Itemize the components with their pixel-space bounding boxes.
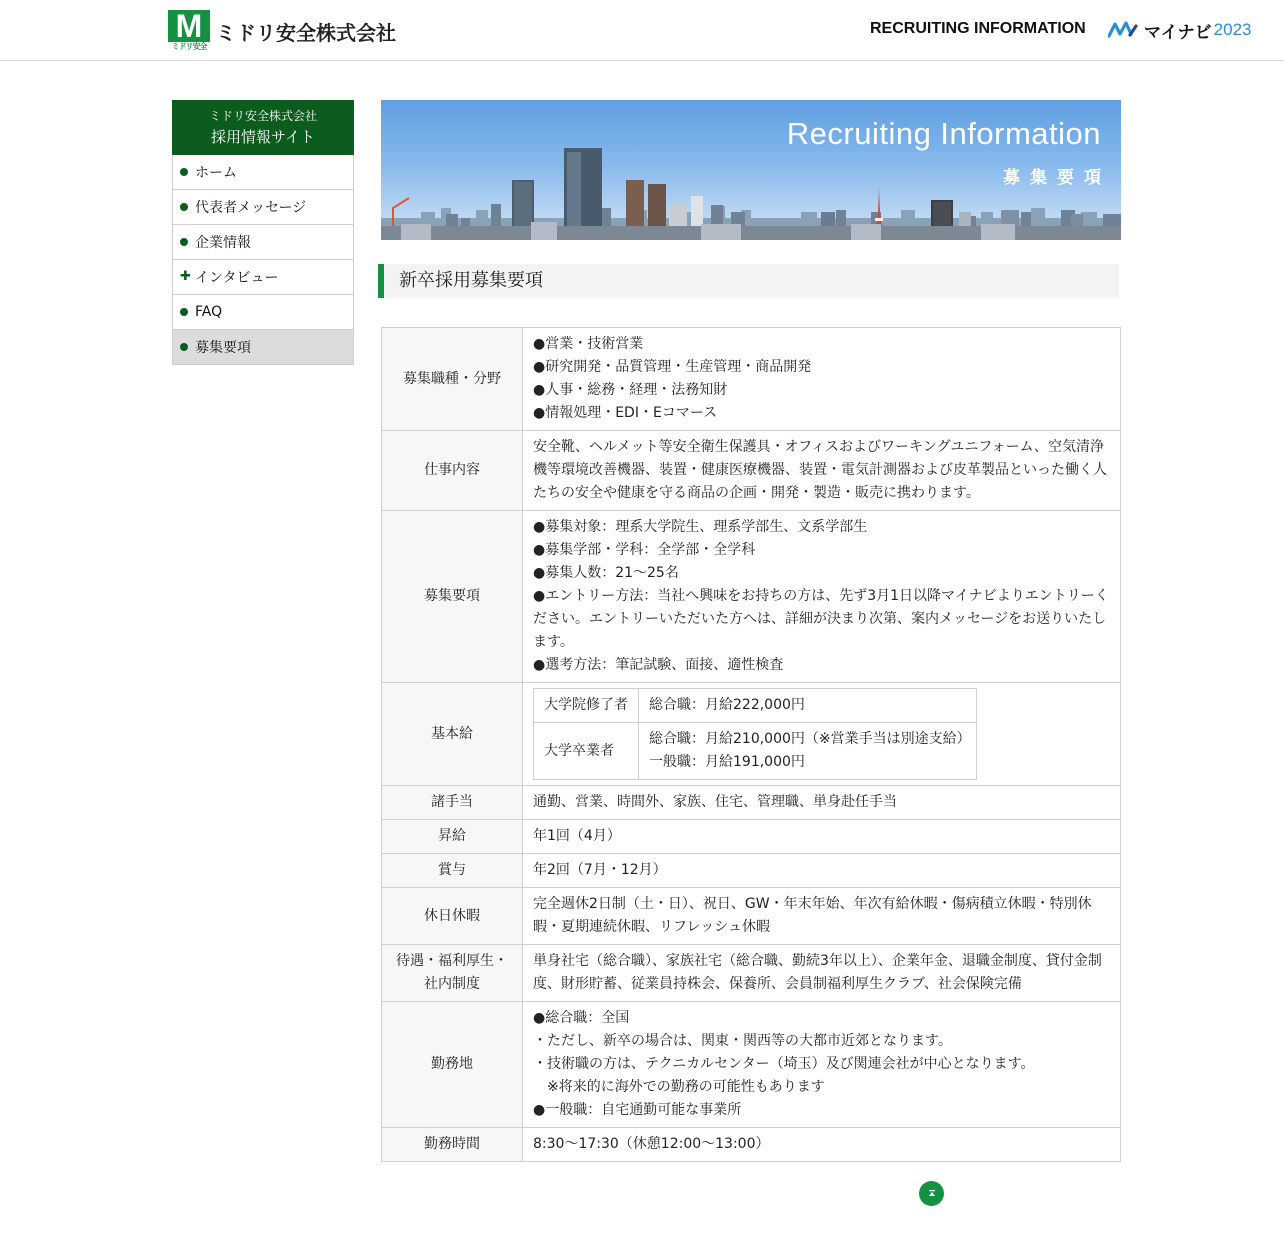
salary-value-line: 総合職：月給222,000円	[649, 697, 805, 713]
sidebar-item-company[interactable]	[172, 225, 354, 260]
table-row	[382, 431, 1121, 511]
banner-title: Recruiting Information	[786, 116, 1101, 151]
sidebar-header[interactable]	[172, 100, 354, 155]
mynavi-year: 2023	[1213, 20, 1252, 39]
row-value	[523, 431, 1121, 511]
salary-value	[639, 723, 977, 780]
value-line: ●一般職：自宅通勤可能な事業所	[533, 1102, 742, 1118]
row-value	[523, 854, 1121, 888]
bullet-icon	[180, 238, 188, 246]
mynavi-name: マイナビ	[1144, 22, 1212, 43]
sidebar-item-label: 募集要項	[195, 340, 251, 356]
row-header: 募集要項	[382, 511, 523, 683]
salary-value	[639, 689, 977, 723]
row-value	[523, 786, 1121, 820]
value-line: ●研究開発・品質管理・生産管理・商品開発	[533, 359, 812, 375]
salary-row	[534, 689, 977, 723]
sidebar-company: ミドリ安全株式会社	[208, 109, 317, 123]
table-row	[382, 511, 1121, 683]
site-header	[0, 0, 1284, 61]
salary-table	[533, 688, 977, 780]
value-line: ・ただし、新卒の場合は、関東・関西等の大都市近郊となります。	[533, 1033, 952, 1049]
value-line: ●人事・総務・経理・法務知財	[533, 382, 728, 398]
table-row	[382, 945, 1121, 1002]
value-line: ※将来的に海外での勤務の可能性もあります	[533, 1079, 825, 1095]
company-logo[interactable]	[168, 10, 396, 52]
table-row	[382, 820, 1121, 854]
row-value	[523, 683, 1121, 786]
row-header: 勤務時間	[382, 1128, 523, 1162]
row-header: 基本給	[382, 683, 523, 786]
sidebar-item-home[interactable]	[172, 155, 354, 190]
value-line: 安全靴、ヘルメット等安全衛生保護具・オフィスおよびワーキングユニフォーム、空気清浄機等環境改善機器、装置・健康医療機器、装置・電気計測器および皮革製品といった働く人たちの安全や健康を守る商品の企画・開発・製造・販売に携わります。	[533, 439, 1107, 501]
value-line: ●情報処理・EDI・Eコマース	[533, 405, 718, 421]
mynavi-link[interactable]	[1108, 16, 1252, 44]
value-line: ●募集対象：理系大学院生、理系学部生、文系学部生	[533, 519, 868, 535]
table-row	[382, 888, 1121, 945]
sidebar-item-label: ホーム	[195, 165, 237, 181]
row-header: 諸手当	[382, 786, 523, 820]
logo-mark-sub: ミドリ安全	[171, 42, 207, 51]
section-heading: 新卒採用募集要項	[378, 264, 1119, 298]
row-header: 募集職種・分野	[382, 328, 523, 431]
sidebar-item-label: 代表者メッセージ	[195, 200, 307, 216]
hero-banner	[381, 100, 1121, 240]
bullet-icon	[180, 308, 188, 316]
bullet-icon	[180, 343, 188, 351]
value-line: ・技術職の方は、テクニカルセンター（埼玉）及び関連会社が中心となります。	[533, 1056, 1035, 1072]
salary-value-line: 一般職：月給191,000円	[649, 754, 805, 770]
table-row	[382, 854, 1121, 888]
row-value	[523, 888, 1121, 945]
value-line: 通勤、営業、時間外、家族、住宅、管理職、単身赴任手当	[533, 794, 897, 810]
value-line: 単身社宅（総合職）、家族社宅（総合職、勤続3年以上）、企業年金、退職金制度、貸付金制度、財形貯蓄、従業員持株会、保養所、会員制福利厚生クラブ、社会保険完備	[533, 953, 1102, 992]
sidebar-item-requirements[interactable]	[172, 330, 354, 365]
row-header: 待遇・福利厚生・社内制度	[382, 945, 523, 1002]
logo-mark-letter: M	[168, 10, 210, 42]
value-line: 年2回（7月・12月）	[533, 862, 667, 878]
table-row	[382, 683, 1121, 786]
sidebar-item-interview[interactable]	[172, 260, 354, 295]
row-header: 勤務地	[382, 1002, 523, 1128]
value-line: ●選考方法：筆記試験、面接、適性検査	[533, 657, 784, 673]
value-line: 完全週休2日制（土・日）、祝日、GW・年末年始、年次有給休暇・傷病積立休暇・特別休暇・夏期連続休暇、リフレッシュ休暇	[533, 896, 1092, 935]
row-header: 賞与	[382, 854, 523, 888]
plus-icon: ✚	[180, 269, 191, 284]
recruiting-information-label: RECRUITING INFORMATION	[870, 20, 1086, 37]
value-line: 8:30～17:30（休憩12:00～13:00）	[533, 1136, 770, 1152]
logo-mark	[168, 10, 210, 52]
mynavi-logo-icon	[1108, 20, 1142, 40]
value-line: ●総合職：全国	[533, 1010, 630, 1026]
row-value	[523, 820, 1121, 854]
salary-row	[534, 723, 977, 780]
row-value	[523, 945, 1121, 1002]
requirements-table	[381, 327, 1121, 1162]
value-line: ●エントリー方法：当社へ興味をお持ちの方は、先ず3月1日以降マイナビよりエントリーください。エントリーいただいた方へは、詳細が決まり次第、案内メッセージをお送りいたします。	[533, 588, 1109, 650]
arrow-up-icon	[927, 1189, 937, 1199]
sidebar-nav	[172, 100, 354, 365]
back-to-top-button[interactable]	[919, 1181, 944, 1206]
table-row	[382, 786, 1121, 820]
value-line: ●募集人数：21～25名	[533, 565, 679, 581]
row-value	[523, 511, 1121, 683]
value-line: ●募集学部・学科：全学部・全学科	[533, 542, 756, 558]
value-line: 年1回（4月）	[533, 828, 621, 844]
company-name: ミドリ安全株式会社	[216, 20, 396, 45]
table-row	[382, 328, 1121, 431]
row-value	[523, 1128, 1121, 1162]
sidebar-item-label: 企業情報	[195, 235, 251, 251]
sidebar-item-label: FAQ	[195, 304, 223, 320]
sidebar-site-title: 採用情報サイト	[211, 128, 315, 146]
row-value	[523, 328, 1121, 431]
row-value	[523, 1002, 1121, 1128]
banner-subtitle: 募集要項	[1003, 168, 1111, 188]
table-row	[382, 1128, 1121, 1162]
salary-label: 大学院修了者	[534, 689, 639, 723]
salary-value-line: 総合職：月給210,000円（※営業手当は別途支給）	[649, 731, 971, 747]
sidebar-item-message[interactable]	[172, 190, 354, 225]
sidebar-item-label: インタビュー	[195, 270, 279, 286]
value-line: ●営業・技術営業	[533, 336, 644, 352]
bullet-icon	[180, 168, 188, 176]
row-header: 昇給	[382, 820, 523, 854]
table-row	[382, 1002, 1121, 1128]
salary-label: 大学卒業者	[534, 723, 639, 780]
sidebar-item-faq[interactable]	[172, 295, 354, 330]
row-header: 休日休暇	[382, 888, 523, 945]
row-header: 仕事内容	[382, 431, 523, 511]
bullet-icon	[180, 203, 188, 211]
